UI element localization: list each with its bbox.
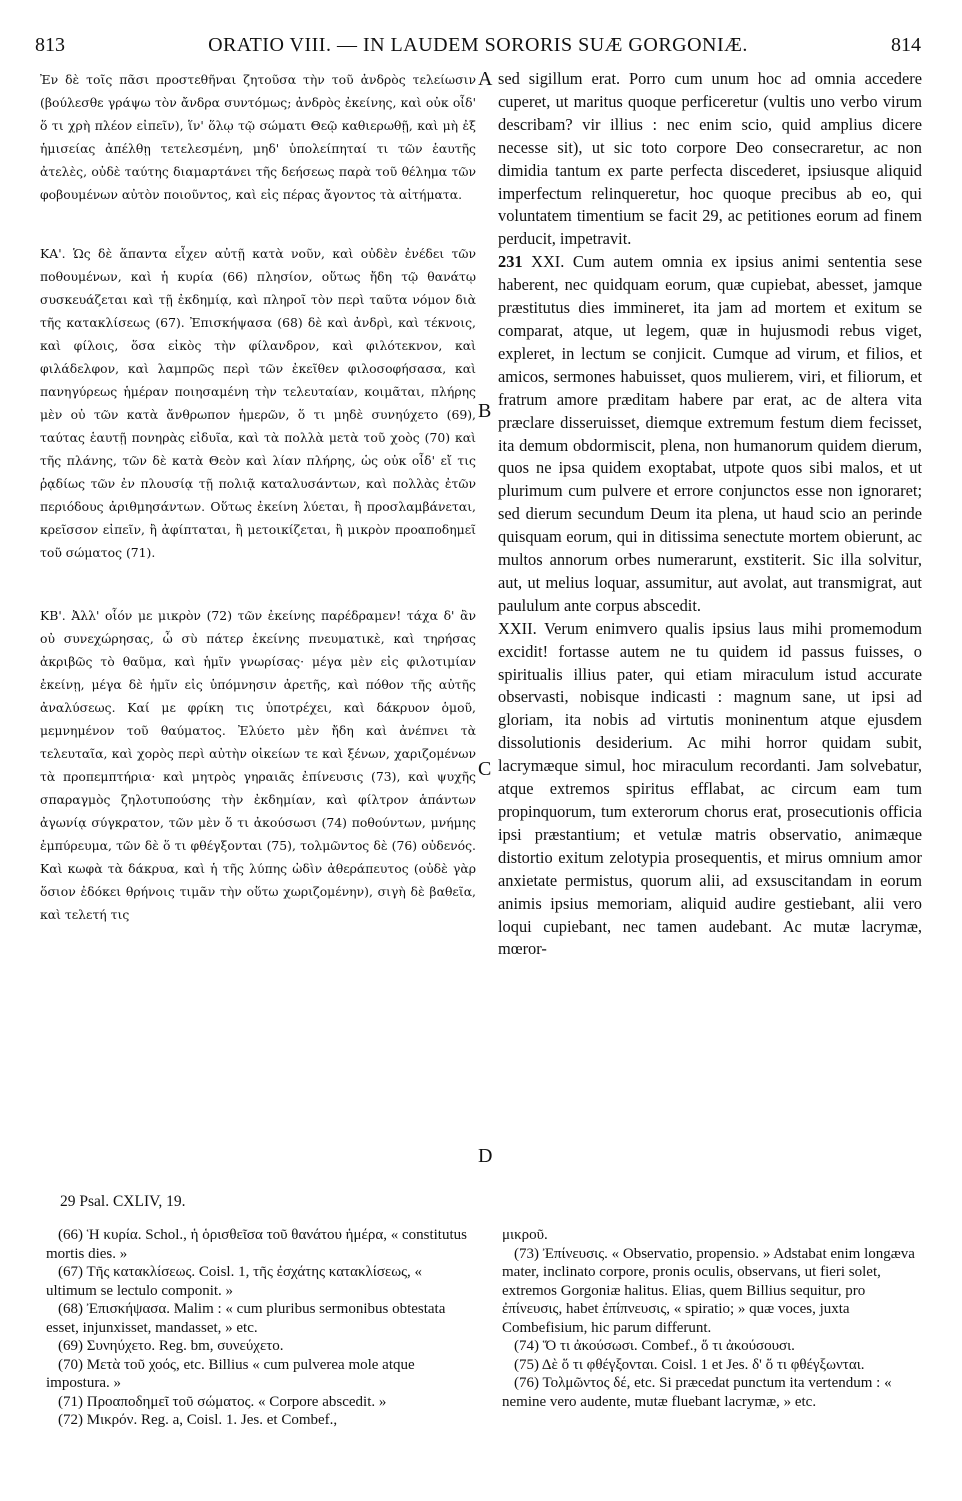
scripture-footnote: 29 Psal. CXLIV, 19. [60,1193,186,1210]
greek-paragraph-3: ΚΒ'. Ἀλλ' οἷόν με μικρὸν (72) τῶν ἐκείνης παρέδραμεν! τάχα δ' ἂν οὐ συνεχώρησας, ὦ σὺ πάτερ ἐκείνης πνευματικὲ, καὶ τηρήσας ἀκριβῶς τὸ θαῦμα, καὶ ἡμῖν γνωρίσας· μέγα μὲν εἰς φιλοτιμίαν ἐκείνῃ, μέγα δὲ ἡμῖν εἰς ὑπόμνησιν ἀρετῆς, καὶ πόθον τῆς αὐτῆς ἀναλύσεως. Καί με φρίκη τις ὑποτρέχει, καὶ δάκρυον ὁμοῦ, μεμνημένον τοῦ θαύματος. Ἐλύετο μὲν ἤδη καὶ ἀνέπνει τὰ τελευταῖα, καὶ χορὸς περὶ αὐτὴν οἰκείων τε καὶ ξένων, χαριζομένων τὰ προπεμπτήρια· καὶ μητρὸς γηραιᾶς ἐπίνευσις (73), καὶ ψυχῆς σπαραγμὸς ζηλοτυπούσης τὴν ἐκδημίαν, καὶ φίλτρον ἁπάντων ἀγωνίᾳ σύγκρατον, τῶν μὲν ὅ τι ἀκούσωσι (74) ποθούντων, μνήμης ἐμπύρευμα, τῶν δὲ ὅ τι φθέγξονται (75), τολμῶντος δὲ (76) οὐδενός. Καὶ κωφὰ τὰ δάκρυα, καὶ ἡ τῆς λύπης ὠδὶν ἀθεράπευτος (οὐδὲ γὰρ ὅσιον ἐδόκει θρήνοις τιμᾶν τὴν οὕτω χωριζομένην), σιγὴ δὲ βαθεῖα, καὶ τελετή τις [40,608,476,922]
note-67: (67) Τῆς κατακλίσεως. Coisl. 1, τῆς ἐσχάτης κατακλίσεως, « ultimum se lectulo componit. » [46,1264,423,1299]
note-72: (72) Μικρόν. Reg. a, Coisl. 1. Jes. et Combef., [58,1412,338,1428]
page-number-right: 814 [891,34,921,56]
greek-paragraph-1: Ἐν δὲ τοῖς πᾶσι προστεθῆναι ζητοῦσα τὴν τοῦ ἀνδρὸς τελείωσιν (βούλεσθε γράψω τὸν ἄνδρα συντόμως; ἀνδρὸς ἐκείνης, καὶ οὐκ οἶδ' ὅ τι χρὴ πλέον εἰπεῖν), ἵν' ὅλῳ τῷ σώματι Θεῷ καθιερωθῇ, καὶ μὴ ἐξ ἡμισείας ἀπέλθῃ τετελεσμένη, μηδ' ὑπολείπηταί τι τῶν ἑαυτῆς ἀτελὲς, οὐδὲ ταύτης διαμαρτάνει τῆς δεήσεως παρὰ τοῦ θέλημα τῶν φοβουμένων αὐτὸν ποιοῦντος, καὶ εἰς πέρας ἄγοντος τὰ αἰτήματα. [40,72,476,202]
latin-column [498,68,922,961]
greek-paragraph-2: ΚΑ'. Ὡς δὲ ἅπαντα εἶχεν αὐτῇ κατὰ νοῦν, καὶ οὐδὲν ἐνέδει τῶν ποθουμένων, καὶ ἡ κυρία (66) πλησίον, οὕτως ἤδη τῷ θανάτῳ συσκευάζεται καὶ τῇ ἐκδημίᾳ, καὶ πληροῖ τὸν περὶ ταῦτα νόμον διὰ τῆς κατακλίσεως (67). Ἐπισκήψασα (68) δὲ καὶ ἀνδρὶ, καὶ τέκνοις, καὶ φίλοις, ὅσα εἰκὸς τὴν φίλανδρον, καὶ φιλότεκνον, καὶ φιλάδελφον, καὶ λαμπρῶς περὶ τῶν ἐκεῖθεν φιλοσοφήσασα, καὶ πανηγύρεως ἡμέραν ποιησαμένη τὴν τελευταίαν, κοιμᾶται, πλήρης μὲν οὐ τῶν κατὰ ἄνθρωπον ἡμερῶν, ὅ τι μηδὲ συνηύχετο (69), ταύτας ἑαυτῇ πονηρὰς εἰδυῖα, καὶ τὰ πολλὰ μετὰ τοῦ χοὸς (70) καὶ τῆς πλάνης, τῶν δὲ κατὰ Θεὸν καὶ λίαν πλήρης, ὡς οὐκ οἶδ' εἴ τις ῥᾳδίως τῶν ἐν πλουσίᾳ τῇ πολιᾷ καταλυσάντων, καὶ πολλὰς ἐτῶν περιόδους ἀριθμησάντων. Οὕτως ἐκείνη λύεται, ἢ προσλαμβάνεται, κρεῖσσον εἰπεῖν, ἢ ἀφίπταται, ἢ μετοικίζεται, ἢ μικρὸν προαποδημεῖ τοῦ σώματος (71). [40,246,476,560]
note-72-continued: μικροῦ. [502,1227,548,1243]
latin-paragraph-2-text: XXI. Cum autem omnia ex ipsius animi sententia sese haberent, nec quidquam eorum, quæ cupiebat, abesset, jamque præstitutus dies immineret, ita jam ad mortem et exitum se comparat, atque, ut legem, quæ in hujusmodi rebus viget, expleret, in lectum se conjicit. Cumque ad virum, et filios, et amicos, sermones habuisset, quos mulierem, viri, et filiorum, et fratrum amore præditam habere par erat, ac de altera vita præclare disseruisset, diemque extremum festum diem fecisset, ita demum obdormiscit, plena, non humanorum quidem dierum, quos ne ipsa quidem exoptabat, utpote quos sibi malos, et ut plurimum cum pulvere et errore conjunctos esse non ignoraret; sed dierum secundum Deum ita plena, ut haud scio an perinde quisquam eorum, qui in ditissima senectute mortem obierunt, ac multos annorum orbes numerarunt, exstiterit. Sic illa solvitur, aut, ut melius loquar, assumitur, aut avolat, aut transmigrat, aut paululum ante corpus abscedit. [498,252,922,615]
latin-paragraph-3: XXII. Verum enimvero qualis ipsius laus mihi promemodum excidit! fortasse autem ne tu quidem id passus fuisses, o spiritualis illius pater, qui etiam miraculum istud accurate observasti, nobisque indicasti : magnum sane, ut ipsi ad gloriam, ita nobis ad virtutis moninentum atque ejusdem dissolutionis desiderium. Ac mihi horror quidam subit, lacrymæque simul, hoc miraculum recordanti. Jam solvebatur, atque extremos spiritus efflabat, ac circum eam tum propinquorum, tum exterorum chorus erat, prosecutionis officia ipsi præstantium; et vetulæ matris observatio, animæque distortio exitum zelotypia prosequentis, et mirus omnium amor anxietate permistus, quorum alii, ad exsuscitandam in eorum animis ipsius memoriam, aliquid audire gestiebant, alii vero loqui cupiebant, nec tamen audebant. Ac mutæ lacrymæ, mœror- [498,618,922,959]
page-number-left: 813 [35,34,65,56]
note-75: (75) Δὲ ὅ τι φθέγξονται. Coisl. 1 et Jes. δ' ὅ τι φθέγξωνται. [514,1356,865,1373]
latin-paragraph-2 [498,251,922,618]
note-74: (74) Ὅ τι ἀκούσωσι. Combef., ὅ τι ἀκούσουσι. [514,1338,795,1354]
running-title: ORATIO VIII. — IN LAUDEM SORORIS SUÆ GORGONIÆ. [208,34,748,56]
margin-letter-c: C [478,758,492,780]
note-70: (70) Μετὰ τοῦ χοός, etc. Billius « cum pulverea mole atque impostura. » [46,1356,415,1391]
note-73: (73) Ἐπίνευσις. « Observatio, propensio. » Adstabat enim longæva mater, inclinato corpore, pronis oculis, observans, ut fieri solet, extremos Gorgoniæ halitus. Elias, quem Billius sequitur, pro ἐπίνευσις, habet ἐπίπνευσις, « spiratio; » quæ voces, juxta Combefisium, hic parum differunt. [502,1245,915,1336]
latin-paragraph-1: sed sigillum erat. Porro cum unum hoc ad omnia accedere cuperet, ut maritus quoque perficeretur (vultis uno verbo virum describam? vir illius : nec enim scio, quid amplius dicere necesse sit), ut sic toto corpore Deo consecraretur, ac non dimidia tantum ex parte perfecta discederet, ipsiusque aliquid imperfectum relinqueretur, hoc quoque precibus ab eo, qui voluntatem timentium se facit 29, ac petitiones eorum ad finem perducit, impetravit. [498,69,922,249]
note-76: (76) Τολμῶντος δέ, etc. Si præcedat punctum ita vertendum : « nemine vero audente, mutæ fluebant lacrymæ, » etc. [502,1375,892,1410]
marginal-page-number: 231 [498,252,523,272]
notes-left-column [46,1226,476,1430]
running-header [35,34,921,64]
note-66: (66) Ἡ κυρία. Schol., ἡ ὁρισθεῖσα τοῦ θανάτου ἡμέρα, « constitutus mortis dies. » [46,1227,467,1262]
note-68: (68) Ἐπισκήψασα. Malim : « cum pluribus sermonibus obtestata esset, injunxisset, mandasset, » etc. [46,1301,446,1336]
margin-letter-a: A [478,68,493,90]
margin-letter-d: D [478,1145,493,1167]
margin-letter-b: B [478,400,492,422]
note-71: (71) Προαποδημεῖ τοῦ σώματος. « Corpore abscedit. » [58,1393,387,1410]
note-69: (69) Συνηύχετο. Reg. bm, συνεύχετο. [58,1338,284,1354]
notes-right-column [502,1226,922,1411]
greek-column [40,68,476,926]
